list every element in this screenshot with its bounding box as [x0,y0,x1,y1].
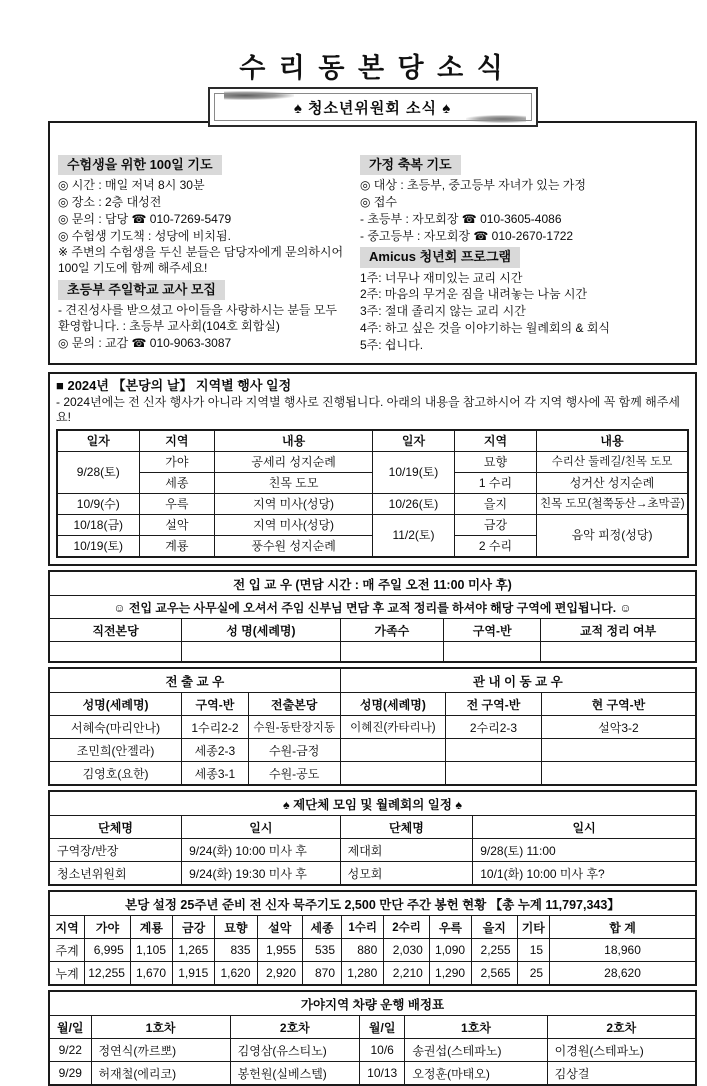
cell: 2수리2-3 [446,716,542,739]
cell: 2,565 [472,962,518,986]
cell [541,762,696,786]
rosary-table [48,890,697,986]
cell: 봉헌원(실베스텔) [230,1062,359,1086]
cell: 1,290 [429,962,471,986]
event-date-cell: 10/18(금) [57,515,139,536]
table-header-row [49,619,696,642]
cell: 9/28(토) 11:00 [473,839,696,862]
cell: 김영호(요한) [49,762,182,786]
cell: 1,620 [215,962,257,986]
table-row [49,1062,696,1086]
exam-prayer-line: ◎ 문의 : 담당 ☎ 010-7269-5479 [58,211,232,226]
event-region-cell: 금강 [455,515,537,536]
cell: 제대회 [340,839,473,862]
amicus-line: 3주: 절대 졸리지 않는 교리 시간 [360,304,526,319]
header-cell: 1수리 [342,916,384,939]
cell [340,642,444,663]
table-note-row [49,596,696,619]
cell [541,739,696,762]
cell: 수원-금정 [248,739,340,762]
family-blessing-heading: 가정 축복 기도 [360,155,461,175]
cell: 청소년위원회 [49,862,182,886]
cell: 12,255 [85,962,131,986]
cell: 10/6 [360,1039,405,1062]
event-content-cell: 음악 피정(성당) [537,515,688,558]
cell: 2,920 [257,962,303,986]
header-cell: 1호차 [91,1016,230,1039]
amicus-line: 2주: 마음의 무거운 짐을 내려놓는 나눔 시간 [360,287,588,302]
header-cell: 지역 [139,430,215,452]
internal-move-title: 관 내 이 동 교 우 [340,668,696,693]
cell: 9/22 [49,1039,91,1062]
header-cell: 교적 정리 여부 [541,619,696,642]
header-cell: 지역 [455,430,537,452]
row-label: 누계 [49,962,85,986]
cell: 2,030 [384,939,430,962]
family-blessing-line: ◎ 대상 : 초등부, 중고등부 자녀가 있는 가정 [360,178,586,193]
header-cell: 1호차 [405,1016,547,1039]
header-cell: 가족수 [340,619,444,642]
table-row [49,642,696,663]
table-title-row [49,668,696,693]
table-row [49,1039,696,1062]
header-cell: 성 명(세례명) [182,619,341,642]
cell [444,642,541,663]
event-region-cell: 우륵 [139,494,215,515]
youth-banner-frame [214,93,532,121]
cell [446,739,542,762]
table-row [49,716,696,739]
table-title-row [49,791,696,816]
header-cell: 월/일 [49,1016,91,1039]
regional-events-table [56,429,689,558]
header-cell: 세종 [303,916,342,939]
header-cell: 구역-반 [182,693,249,716]
cell: 9/29 [49,1062,91,1086]
header-cell: 합 계 [550,916,696,939]
cell: 870 [303,962,342,986]
cell: 정연식(까르뽀) [91,1039,230,1062]
event-region-cell: 가야 [139,452,215,473]
cell [182,642,341,663]
youth-columns [58,153,687,355]
header-cell: 월/일 [360,1016,405,1039]
event-content-cell: 지역 미사(성당) [215,515,373,536]
header-cell: 일시 [473,816,696,839]
cell: 구역장/반장 [49,839,182,862]
event-region-cell: 묘향 [455,452,537,473]
table-row [49,739,696,762]
family-blessing-line: - 중고등부 : 자모회장 ☎ 010-2670-1722 [360,228,574,243]
header-cell: 직전본당 [49,619,182,642]
cell: 1,915 [173,962,215,986]
exam-prayer-line: ◎ 시간 : 매일 저녁 8시 30분 [58,178,205,193]
header-cell: 성명(세례명) [340,693,445,716]
cell: 2,255 [472,939,518,962]
family-blessing-line: ◎ 접수 [360,194,397,209]
header-cell: 을지 [472,916,518,939]
event-date-cell: 9/28(토) [57,452,139,494]
header-cell: 구역-반 [444,619,541,642]
table-row [57,494,688,515]
event-date-cell: 10/9(수) [57,494,139,515]
cell: 9/24(화) 10:00 미사 후 [182,839,341,862]
header-cell: 성명(세례명) [49,693,182,716]
cell: 2,210 [384,962,430,986]
table-row [49,762,696,786]
header-cell: 우륵 [429,916,471,939]
header-cell: 일자 [57,430,139,452]
transfer-in-table [48,570,697,663]
cell: 10/13 [360,1062,405,1086]
cell [541,642,696,663]
youth-section [48,99,697,365]
cell: 1수리2-2 [182,716,249,739]
cell: 세종3-1 [182,762,249,786]
event-region-cell: 계룡 [139,536,215,558]
cell: 1,280 [342,962,384,986]
header-cell: 가야 [85,916,131,939]
row-label: 주계 [49,939,85,962]
exam-prayer-note: ※ 주변의 수험생을 두신 분들은 담당자에게 문의하시어 100일 기도에 함께 해주세요! [58,245,344,276]
cell: 세종2-3 [182,739,249,762]
table-row [57,515,688,536]
youth-right-column [360,153,687,355]
teacher-recruit-line: - 견진성사를 받으셨고 아이들을 사랑하시는 분들 모두 환영합니다. : 초등부 교사회(104호 회합실) [58,303,338,334]
cell [340,762,445,786]
meetings-table [48,790,697,886]
cell: 25 [517,962,550,986]
transfer-in-note: ☺ 전입 교우는 사무실에 오셔서 주임 신부님 면담 후 교적 정리를 하셔야 해당 구역에 편입됩니다. ☺ [49,596,696,619]
event-date-cell: 11/2(토) [372,515,454,558]
table-title-row [49,571,696,596]
amicus-line: 1주: 너무나 재미있는 교리 시간 [360,270,523,285]
cell [49,642,182,663]
cell: 이혜진(카타리나) [340,716,445,739]
exam-prayer-line: ◎ 수험생 기도책 : 성당에 비치됨. [58,228,231,243]
page-title: 수 리 동 본 당 소 식 [239,53,506,83]
cell: 9/24(화) 19:30 미사 후 [182,862,341,886]
header-cell: 설악 [257,916,303,939]
teacher-recruit-line: ◎ 문의 : 교감 ☎ 010-9063-3087 [58,335,232,350]
cell: 880 [342,939,384,962]
cell: 수원-공도 [248,762,340,786]
regional-events-section [48,372,697,566]
amicus-line: 5주: 쉽니다. [360,337,424,352]
header-cell: 내용 [537,430,688,452]
amicus-line: 4주: 하고 싶은 것을 이야기하는 월례회의 & 회식 [360,321,611,336]
table-header-row [49,816,696,839]
header-cell: 묘향 [215,916,257,939]
header-cell: 일시 [182,816,341,839]
youth-banner-title: ♠ 청소년위원회 소식 ♠ [293,99,452,117]
event-date-cell: 10/19(토) [372,452,454,494]
header-cell: 2수리 [384,916,430,939]
event-region-cell: 세종 [139,473,215,494]
header-cell: 계룡 [130,916,172,939]
header-cell: 금강 [173,916,215,939]
transfer-out-title: 전 출 교 우 [49,668,340,693]
table-row [57,452,688,473]
vehicle-table [48,990,697,1086]
header-cell: 전출본당 [248,693,340,716]
youth-banner [208,87,538,127]
vehicle-title: 가야지역 차량 운행 배정표 [49,991,696,1016]
cell: 1,090 [429,939,471,962]
cell: 김영삼(유스티노) [230,1039,359,1062]
table-header-row [49,916,696,939]
meetings-title: ♠ 제단체 모임 및 월례회의 일정 ♠ [49,791,696,816]
event-content-cell: 친목 도모 [215,473,373,494]
header-cell: 기타 [517,916,550,939]
header-cell: 내용 [215,430,373,452]
table-header-row [49,1016,696,1039]
header-cell: 2호차 [230,1016,359,1039]
event-date-cell: 10/26(토) [372,494,454,515]
cell [340,739,445,762]
header-cell: 2호차 [547,1016,696,1039]
rosary-title: 본당 설정 25주년 준비 전 신자 묵주기도 2,500 만단 주간 봉헌 현황 【총 누계 11,797,343】 [49,891,696,916]
event-content-cell: 풍수원 성지순례 [215,536,373,558]
event-region-cell: 1 수리 [455,473,537,494]
event-content-cell: 친목 도모(철쭉동산→초막골) [537,494,688,515]
cell: 서혜숙(마리안나) [49,716,182,739]
cell [446,762,542,786]
event-region-cell: 2 수리 [455,536,537,558]
youth-left-column [58,153,348,355]
cell: 1,105 [130,939,172,962]
event-region-cell: 을지 [455,494,537,515]
cell: 10/1(화) 10:00 미사 후? [473,862,696,886]
table-row [49,839,696,862]
cell: 허재철(에리코) [91,1062,230,1086]
header-cell: 일자 [372,430,454,452]
cell: 1,265 [173,939,215,962]
cell: 6,995 [85,939,131,962]
transfer-out-table [48,667,697,786]
cell: 김상걸 [547,1062,696,1086]
event-date-cell: 10/19(토) [57,536,139,558]
teacher-recruit-heading: 초등부 주일학교 교사 모집 [58,280,225,300]
table-row [49,939,696,962]
cell: 조민희(안젤라) [49,739,182,762]
event-content-cell: 수리산 둘레길/친목 도모 [537,452,688,473]
event-content-cell: 공세리 성지순례 [215,452,373,473]
table-header-row [49,693,696,716]
event-region-cell: 설악 [139,515,215,536]
header-cell: 단체명 [49,816,182,839]
cell: 송권섭(스테파노) [405,1039,547,1062]
table-title-row [49,991,696,1016]
cell: 15 [517,939,550,962]
cell: 이경원(스테파노) [547,1039,696,1062]
event-content-cell: 지역 미사(성당) [215,494,373,515]
cell: 오정훈(마태오) [405,1062,547,1086]
table-row [49,962,696,986]
cell: 1,955 [257,939,303,962]
table-title-row [49,891,696,916]
cell: 성모회 [340,862,473,886]
cell: 18,960 [550,939,696,962]
amicus-heading: Amicus 청년회 프로그램 [360,247,520,267]
cell: 28,620 [550,962,696,986]
transfer-in-title: 전 입 교 우 (면담 시간 : 매 주일 오전 11:00 미사 후) [49,571,696,596]
cell: 535 [303,939,342,962]
header-cell: 현 구역-반 [541,693,696,716]
header-cell: 지역 [49,916,85,939]
table-header-row [57,430,688,452]
header-cell: 전 구역-반 [446,693,542,716]
event-content-cell: 성거산 성지순례 [537,473,688,494]
cell: 설악3-2 [541,716,696,739]
exam-prayer-heading: 수험생을 위한 100일 기도 [58,155,222,175]
regional-events-intro: - 2024년에는 전 신자 행사가 아니라 지역별 행사로 진행됩니다. 아래의 내용을 참고하시어 각 지역 행사에 꼭 함께 해주세요! [56,395,680,425]
bulletin-page [48,0,697,1086]
table-row [49,862,696,886]
cell: 1,670 [130,962,172,986]
cell: 835 [215,939,257,962]
exam-prayer-line: ◎ 장소 : 2층 대성전 [58,194,162,209]
cell: 수원-동탄장지동 [248,716,340,739]
regional-events-title: ■ 2024년 【본당의 날】 지역별 행사 일정 [56,377,292,393]
header-cell: 단체명 [340,816,473,839]
family-blessing-line: - 초등부 : 자모회장 ☎ 010-3605-4086 [360,211,562,226]
